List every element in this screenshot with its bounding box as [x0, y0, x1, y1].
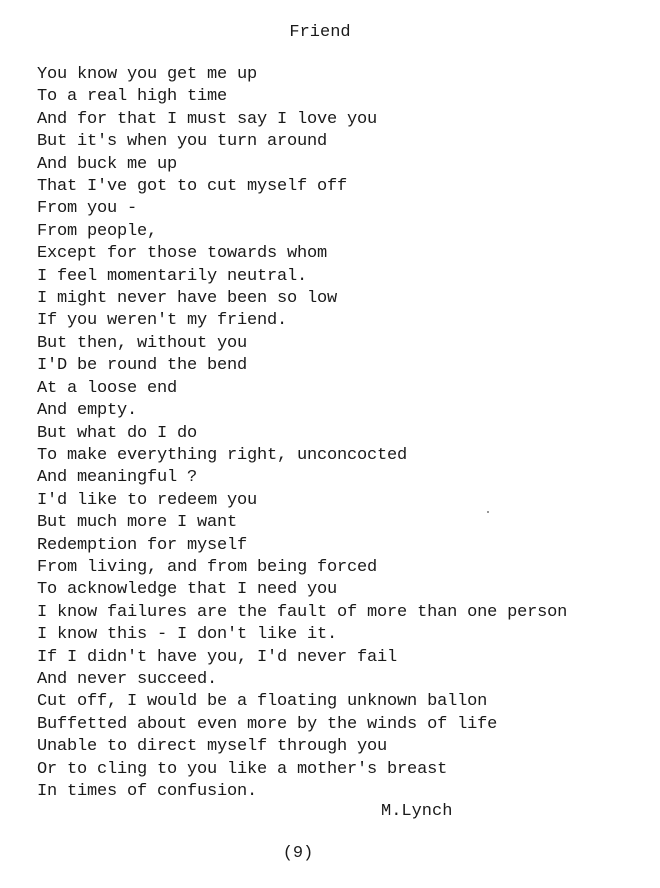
poem-line: To make everything right, unconcocted — [37, 445, 408, 465]
poem-line: If you weren't my friend. — [37, 311, 288, 331]
poem-line: If I didn't have you, I'd never fail — [37, 647, 398, 667]
page-number: (9) — [282, 844, 314, 863]
poem-line: Unable to direct myself through you — [37, 737, 388, 757]
poem-line: I feel momentarily neutral. — [37, 266, 308, 286]
poem-line: You know you get me up — [37, 65, 258, 84]
poem-line: I'd like to redeem you — [37, 490, 258, 510]
poem-line: From people, — [37, 221, 158, 241]
poem-line: From living, and from being forced — [37, 557, 378, 577]
poem-line: Or to cling to you like a mother's breast — [37, 759, 448, 779]
poem-line: But then, without you — [37, 333, 248, 353]
poem-line: And empty. — [37, 401, 138, 421]
poem-line: And meaningful ? — [37, 468, 198, 488]
poem-line: To acknowledge that I need you — [37, 580, 338, 600]
poem-line: I know failures are the fault of more than one person — [37, 602, 568, 622]
poem-body — [37, 64, 567, 803]
poem-line: Except for those towards whom — [37, 244, 328, 264]
poem-line: And buck me up — [37, 154, 178, 174]
poem-line: Buffetted about even more by the winds of life — [37, 714, 498, 734]
poem-line: But what do I do — [37, 423, 198, 443]
poem-line: And for that I must say I love you — [37, 109, 378, 129]
poem-line: I know this - I don't like it. — [37, 625, 338, 645]
poem-line: And never succeed. — [37, 669, 218, 689]
poem-line: That I've got to cut myself off — [37, 177, 348, 197]
poem-line: In times of confusion. — [37, 782, 258, 801]
poem-line: I'D be round the bend — [37, 356, 248, 376]
paper-speck — [487, 511, 489, 513]
poem-line: But it's when you turn around — [37, 132, 328, 152]
poem-line: To a real high time — [37, 87, 228, 107]
poem-title: Friend — [289, 23, 351, 42]
author-signature: M.Lynch — [381, 802, 453, 821]
poem-line: Redemption for myself — [37, 535, 248, 555]
poem-line: At a loose end — [37, 378, 178, 398]
poem-line: But much more I want — [37, 513, 238, 533]
poem-line: I might never have been so low — [37, 289, 338, 309]
poem-line: Cut off, I would be a floating unknown ballon — [37, 692, 488, 712]
poem-line: From you - — [37, 199, 138, 219]
